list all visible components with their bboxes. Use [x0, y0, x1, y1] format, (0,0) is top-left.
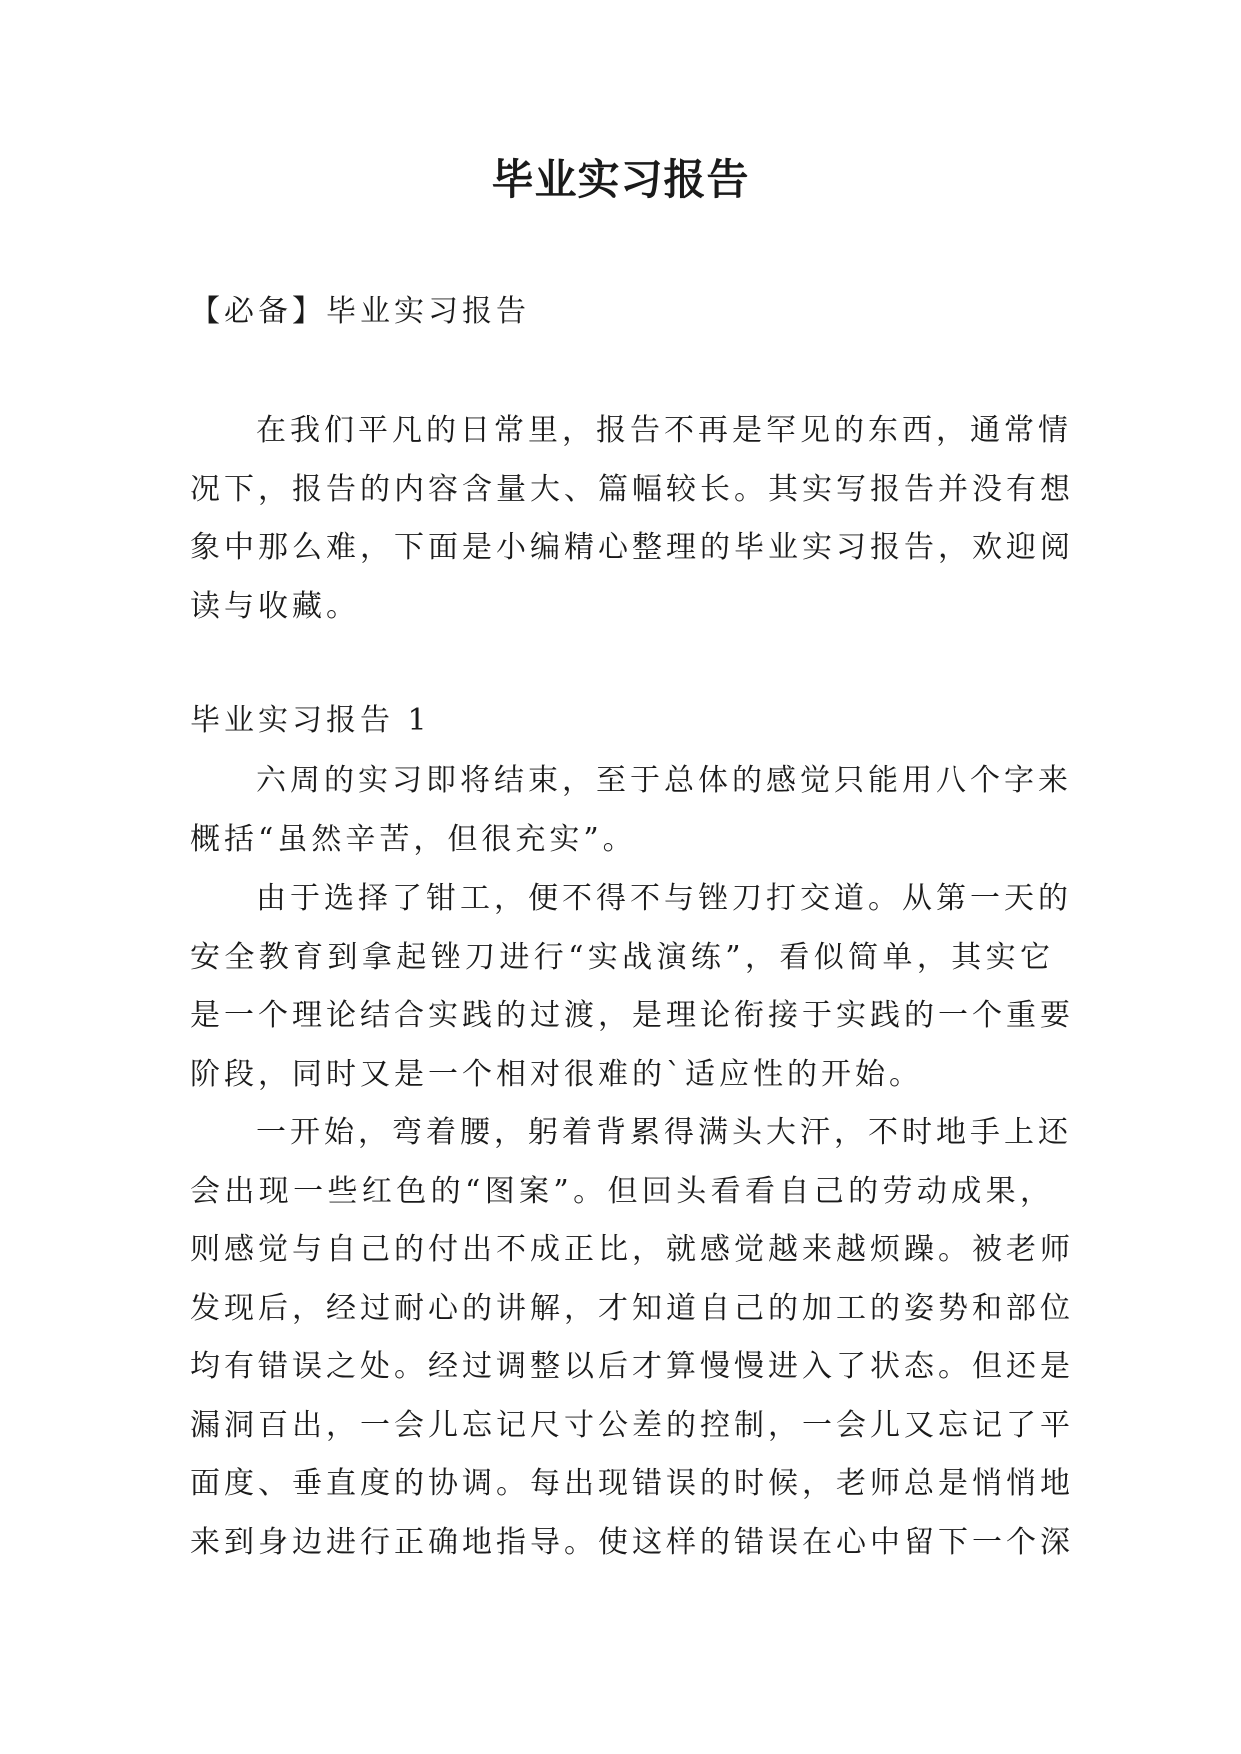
intro-paragraph — [190, 402, 1074, 636]
body-paragraph-2 — [190, 870, 1074, 1104]
paragraph-line: 面度、垂直度的协调。每出现错误的时候，老师总是悄悄地 — [190, 1466, 1074, 1501]
intro-line: 象中那么难，下面是小编精心整理的毕业实习报告，欢迎阅 — [190, 530, 1074, 565]
document-subtitle: 【必备】毕业实习报告 — [190, 294, 530, 329]
body-paragraph-1 — [190, 752, 1072, 869]
paragraph-line: 阶段，同时又是一个相对很难的`适应性的开始。 — [190, 1056, 923, 1092]
intro-line: 况下，报告的内容含量大、篇幅较长。其实写报告并没有想 — [190, 471, 1074, 507]
body-paragraph-3 — [190, 1104, 1074, 1572]
paragraph-line: 来到身边进行正确地指导。使这样的错误在心中留下一个深 — [190, 1524, 1074, 1560]
paragraph-line: 是一个理论结合实践的过渡，是理论衔接于实践的一个重要 — [190, 998, 1074, 1033]
paragraph-line: 一开始，弯着腰，躬着背累得满头大汗，不时地手上还 — [256, 1115, 1072, 1150]
paragraph-line: 由于选择了钳工，便不得不与锉刀打交道。从第一天的 — [256, 881, 1072, 916]
paragraph-line: 概括“虽然辛苦，但很充实”。 — [190, 821, 637, 857]
paragraph-line: 漏洞百出，一会儿忘记尺寸公差的控制，一会儿又忘记了平 — [190, 1407, 1074, 1443]
section-heading: 毕业实习报告 1 — [190, 703, 431, 738]
paragraph-line: 会出现一些红色的“图案”。但回头看看自己的劳动成果， — [190, 1173, 1054, 1209]
intro-line: 在我们平凡的日常里，报告不再是罕见的东西，通常情 — [256, 413, 1072, 448]
intro-line: 读与收藏。 — [190, 588, 360, 624]
paragraph-line: 发现后，经过耐心的讲解，才知道自己的加工的姿势和部位 — [190, 1290, 1074, 1326]
paragraph-line: 则感觉与自己的付出不成正比，就感觉越来越烦躁。被老师 — [190, 1232, 1074, 1267]
paragraph-line: 均有错误之处。经过调整以后才算慢慢进入了状态。但还是 — [190, 1349, 1074, 1384]
paragraph-line: 安全教育到拿起锉刀进行“实战演练”，看似简单，其实它 — [190, 939, 1054, 975]
document-title: 毕业实习报告 — [491, 155, 750, 204]
paragraph-line: 六周的实习即将结束，至于总体的感觉只能用八个字来 — [256, 763, 1072, 798]
